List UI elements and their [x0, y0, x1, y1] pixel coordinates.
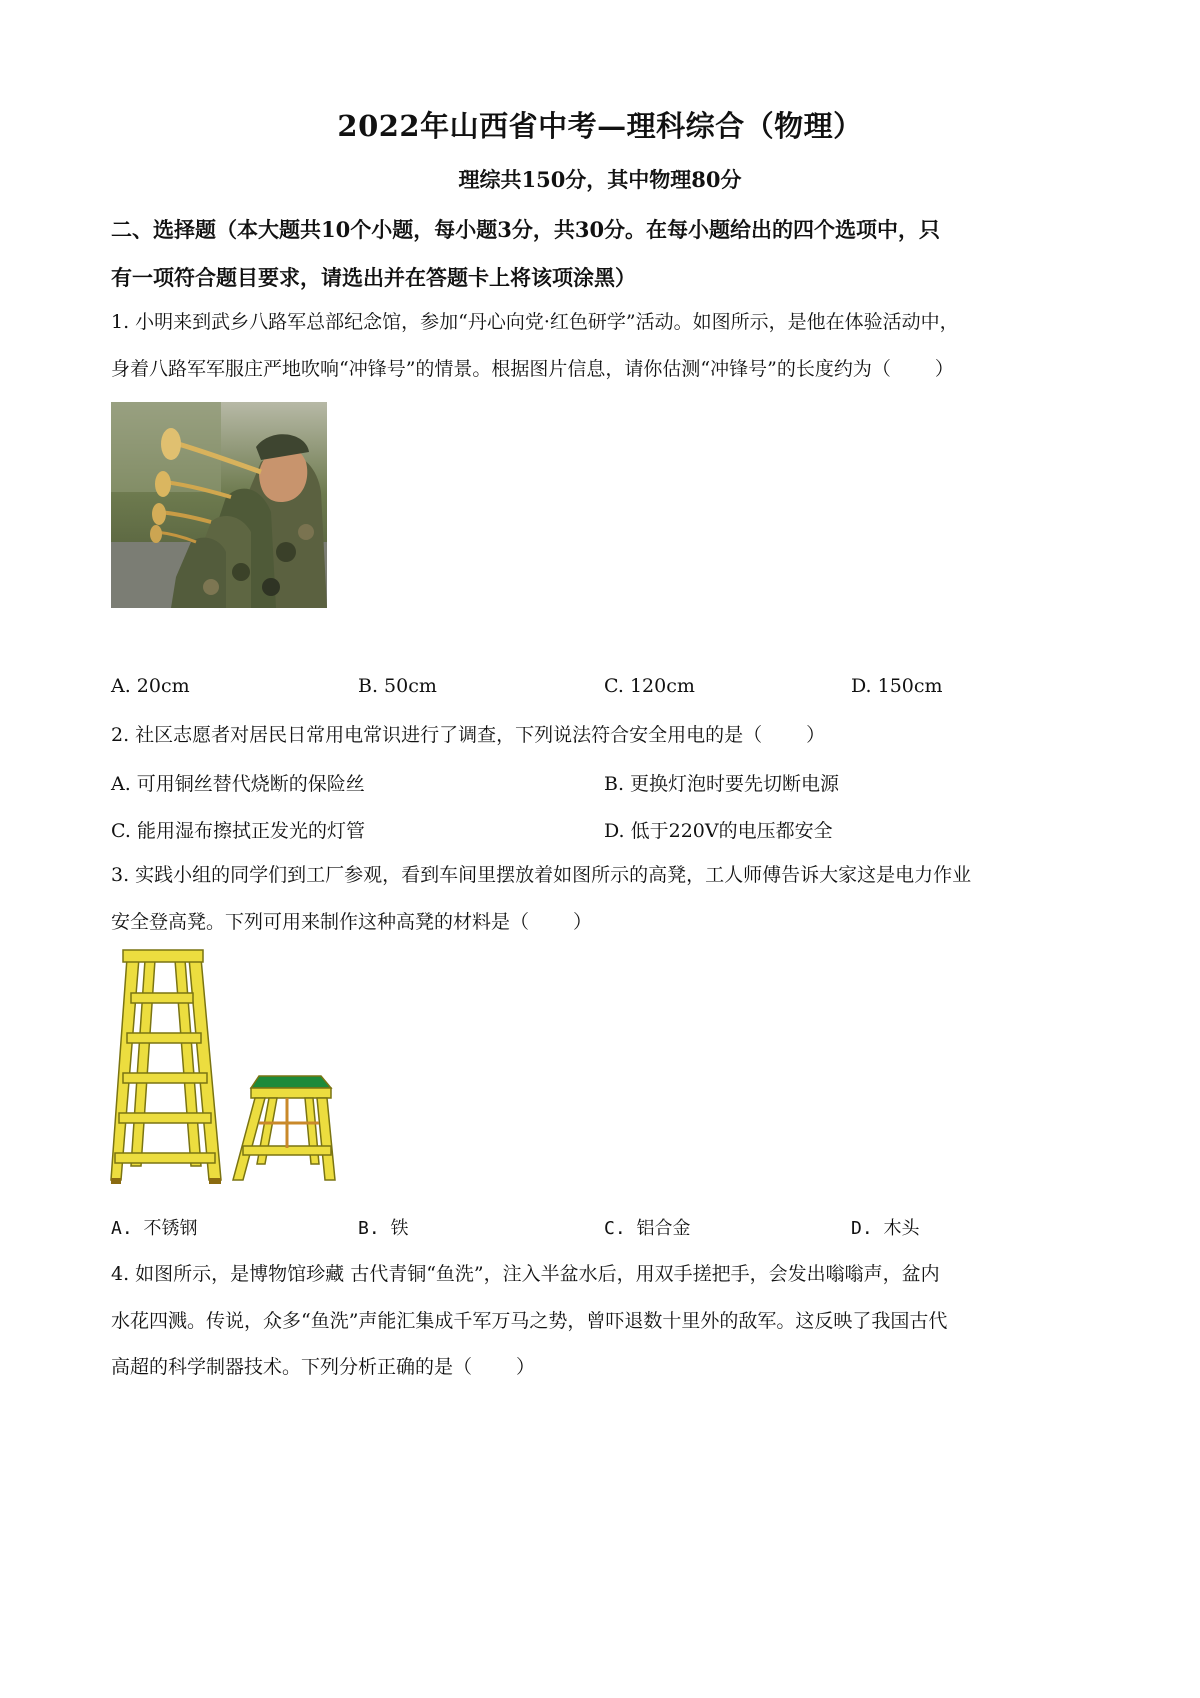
- q2-option-a: A. 可用铜丝替代烧断的保险丝: [111, 773, 365, 795]
- q2-option-b: B. 更换灯泡时要先切断电源: [604, 773, 840, 795]
- bugle-photo: [111, 402, 327, 608]
- page-subtitle: 理综共150分，其中物理80分: [458, 167, 742, 192]
- question-4-line1: 4. 如图所示，是博物馆珍藏 古代青铜“鱼洗”，注入半盆水后，用双手搓把手，会发出嗡嗡声，盆内: [111, 1263, 940, 1285]
- section-heading-line1: 二、选择题（本大题共10个小题，每小题3分，共30分。在每小题给出的四个选项中，只: [111, 217, 941, 242]
- q3-option-a: A. 不锈钢: [111, 1218, 198, 1239]
- q1-option-a: A. 20cm: [111, 675, 190, 697]
- question-1-line1: 1. 小明来到武乡八路军总部纪念馆，参加“丹心向党·红色研学”活动。如图所示，是他在体验活动中，: [111, 311, 959, 333]
- question-1-text: 身着八路军军服庄严地吹响“冲锋号”的情景。根据图片信息，请你估测“冲锋号”的长度约为（: [111, 358, 891, 380]
- answer-paren-close: ）: [516, 1356, 536, 1378]
- answer-paren-close: ）: [934, 358, 954, 380]
- question-4-text: 高超的科学制器技术。下列分析正确的是（: [111, 1356, 473, 1378]
- question-3-text: 安全登高凳。下列可用来制作这种高凳的材料是（: [111, 911, 530, 933]
- answer-paren-close: ）: [573, 911, 593, 933]
- question-2-line1: [111, 723, 1086, 748]
- question-2-text: 2. 社区志愿者对居民日常用电常识进行了调查，下列说法符合安全用电的是（: [111, 724, 763, 746]
- q1-option-b: B. 50cm: [358, 675, 437, 697]
- page-title: 2022年山西省中考—理科综合（物理）: [337, 109, 863, 143]
- answer-paren-close: ）: [806, 724, 826, 746]
- q3-option-b: B. 铁: [358, 1218, 409, 1239]
- section-heading-line2: 有一项符合题目要求，请选出并在答题卡上将该项涂黑）: [111, 265, 636, 290]
- q2-option-c: C. 能用湿布擦拭正发光的灯管: [111, 820, 365, 842]
- question-4-line3: [111, 1355, 1086, 1380]
- q3-option-d: D. 木头: [851, 1218, 920, 1239]
- q3-option-c: C. 铝合金: [604, 1218, 691, 1239]
- q2-option-d: D. 低于220V的电压都安全: [604, 820, 833, 842]
- q1-option-d: D. 150cm: [851, 675, 943, 697]
- question-4-line2: 水花四溅。传说，众多“鱼洗”声能汇集成千军万马之势，曾吓退数十里外的敌军。这反映了我国古代: [111, 1310, 948, 1332]
- q1-option-c: C. 120cm: [604, 675, 695, 697]
- question-3-line2: [111, 910, 1086, 935]
- question-1-line2: [111, 357, 1086, 382]
- question-3-line1: 3. 实践小组的同学们到工厂参观，看到车间里摆放着如图所示的高凳，工人师傅告诉大家这是电力作业: [111, 864, 972, 886]
- stool-illustration: [109, 948, 337, 1198]
